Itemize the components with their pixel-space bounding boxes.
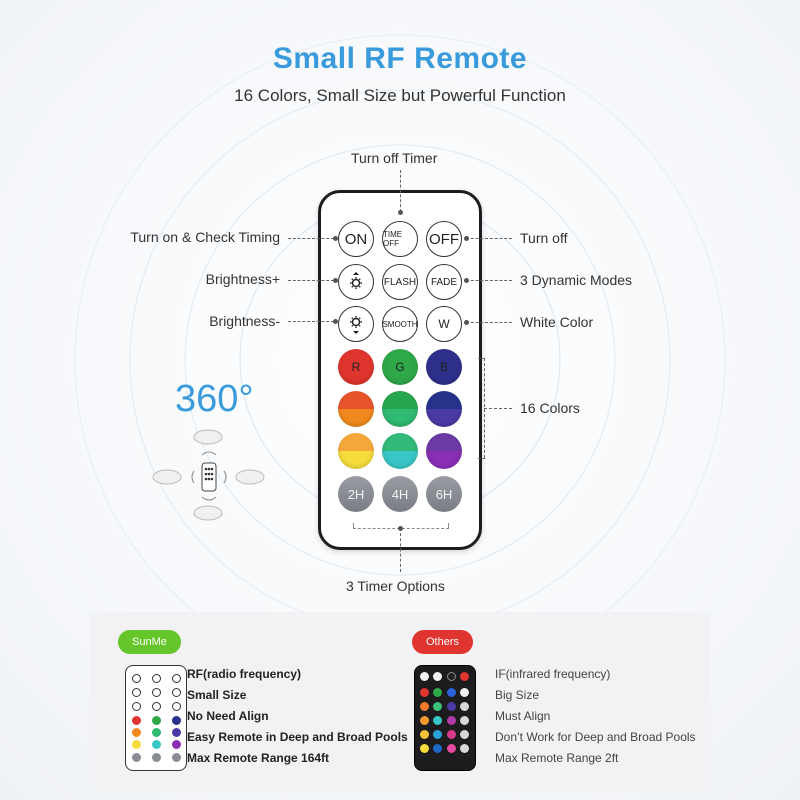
others-feature-list — [495, 664, 696, 769]
callout-line — [466, 238, 512, 239]
smooth-button[interactable]: SMOOTH — [382, 306, 418, 342]
degrees-label: 360° — [175, 378, 254, 420]
red-button[interactable]: R — [338, 349, 374, 385]
list-item: RF(radio frequency) — [187, 667, 302, 681]
off-button[interactable]: OFF — [426, 221, 462, 257]
timer-6h-button[interactable]: 6H — [426, 476, 462, 512]
label-turn-off: Turn off — [520, 230, 568, 246]
callout-line — [288, 321, 334, 322]
callout-line — [400, 170, 401, 212]
callout-dot — [464, 236, 469, 241]
callout-line — [288, 238, 334, 239]
label-white-color: White Color — [520, 314, 594, 330]
lights-360-illustration — [150, 425, 270, 525]
label-timer-options: 3 Timer Options — [346, 578, 445, 594]
callout-dot — [333, 278, 338, 283]
callout-line — [466, 322, 512, 323]
others-remote-thumbnail — [414, 665, 476, 771]
others-tag: Others — [412, 630, 473, 654]
colors-bracket-top — [478, 358, 485, 359]
list-item: Small Size — [187, 688, 247, 702]
list-item: Must Align — [495, 709, 551, 723]
label-turn-on-check: Turn on & Check Timing — [130, 229, 280, 245]
cyan-button[interactable] — [382, 433, 418, 469]
dark-blue-button[interactable] — [426, 391, 462, 427]
timer-4h-button[interactable]: 4H — [382, 476, 418, 512]
brightness-down-icon — [344, 312, 368, 336]
callout-line — [400, 528, 401, 572]
label-sixteen-colors: 16 Colors — [520, 400, 580, 416]
callout-dot — [464, 320, 469, 325]
comparison-panel — [90, 612, 710, 792]
callout-dot — [398, 210, 403, 215]
page-title: Small RF Remote — [272, 42, 528, 75]
sunme-remote-thumbnail — [125, 665, 187, 771]
label-turn-off-timer: Turn off Timer — [351, 150, 438, 166]
sunme-tag: SunMe — [118, 630, 181, 654]
list-item: Max Remote Range 164ft — [187, 751, 330, 765]
list-item: Max Remote Range 2ft — [495, 751, 619, 765]
list-item: Don’t Work for Deep and Broad Pools — [495, 730, 696, 744]
blue-button[interactable]: B — [426, 349, 462, 385]
on-button[interactable]: ON — [338, 221, 374, 257]
list-item: No Need Align — [187, 709, 269, 723]
list-item: IF(infrared frequency) — [495, 667, 611, 681]
time-off-button[interactable]: TIME OFF — [382, 221, 418, 257]
callout-dot — [333, 236, 338, 241]
yellow-button[interactable] — [338, 433, 374, 469]
list-item: Easy Remote in Deep and Broad Pools — [187, 730, 408, 744]
callout-line — [288, 280, 334, 281]
timer-2h-button[interactable]: 2H — [338, 476, 374, 512]
orange-button[interactable] — [338, 391, 374, 427]
list-item: Big Size — [495, 688, 540, 702]
callout-line — [484, 408, 512, 409]
callout-line — [466, 280, 512, 281]
page-subtitle: 16 Colors, Small Size but Powerful Function — [234, 86, 566, 105]
callout-dot — [464, 278, 469, 283]
fade-button[interactable]: FADE — [426, 264, 462, 300]
white-button[interactable]: W — [426, 306, 462, 342]
label-brightness-plus: Brightness+ — [205, 271, 280, 287]
label-brightness-minus: Brightness- — [209, 313, 280, 329]
brightness-up-icon — [344, 270, 368, 294]
callout-dot — [398, 526, 403, 531]
brightness-up-button[interactable] — [338, 264, 374, 300]
callout-dot — [333, 319, 338, 324]
green-button[interactable]: G — [382, 349, 418, 385]
brightness-down-button[interactable] — [338, 306, 374, 342]
flash-button[interactable]: FLASH — [382, 264, 418, 300]
colors-bracket-bottom — [478, 458, 485, 459]
rf-remote — [318, 190, 482, 550]
label-dynamic-modes: 3 Dynamic Modes — [520, 272, 633, 288]
sunme-feature-list — [187, 664, 408, 769]
purple-button[interactable] — [426, 433, 462, 469]
light-green-button[interactable] — [382, 391, 418, 427]
